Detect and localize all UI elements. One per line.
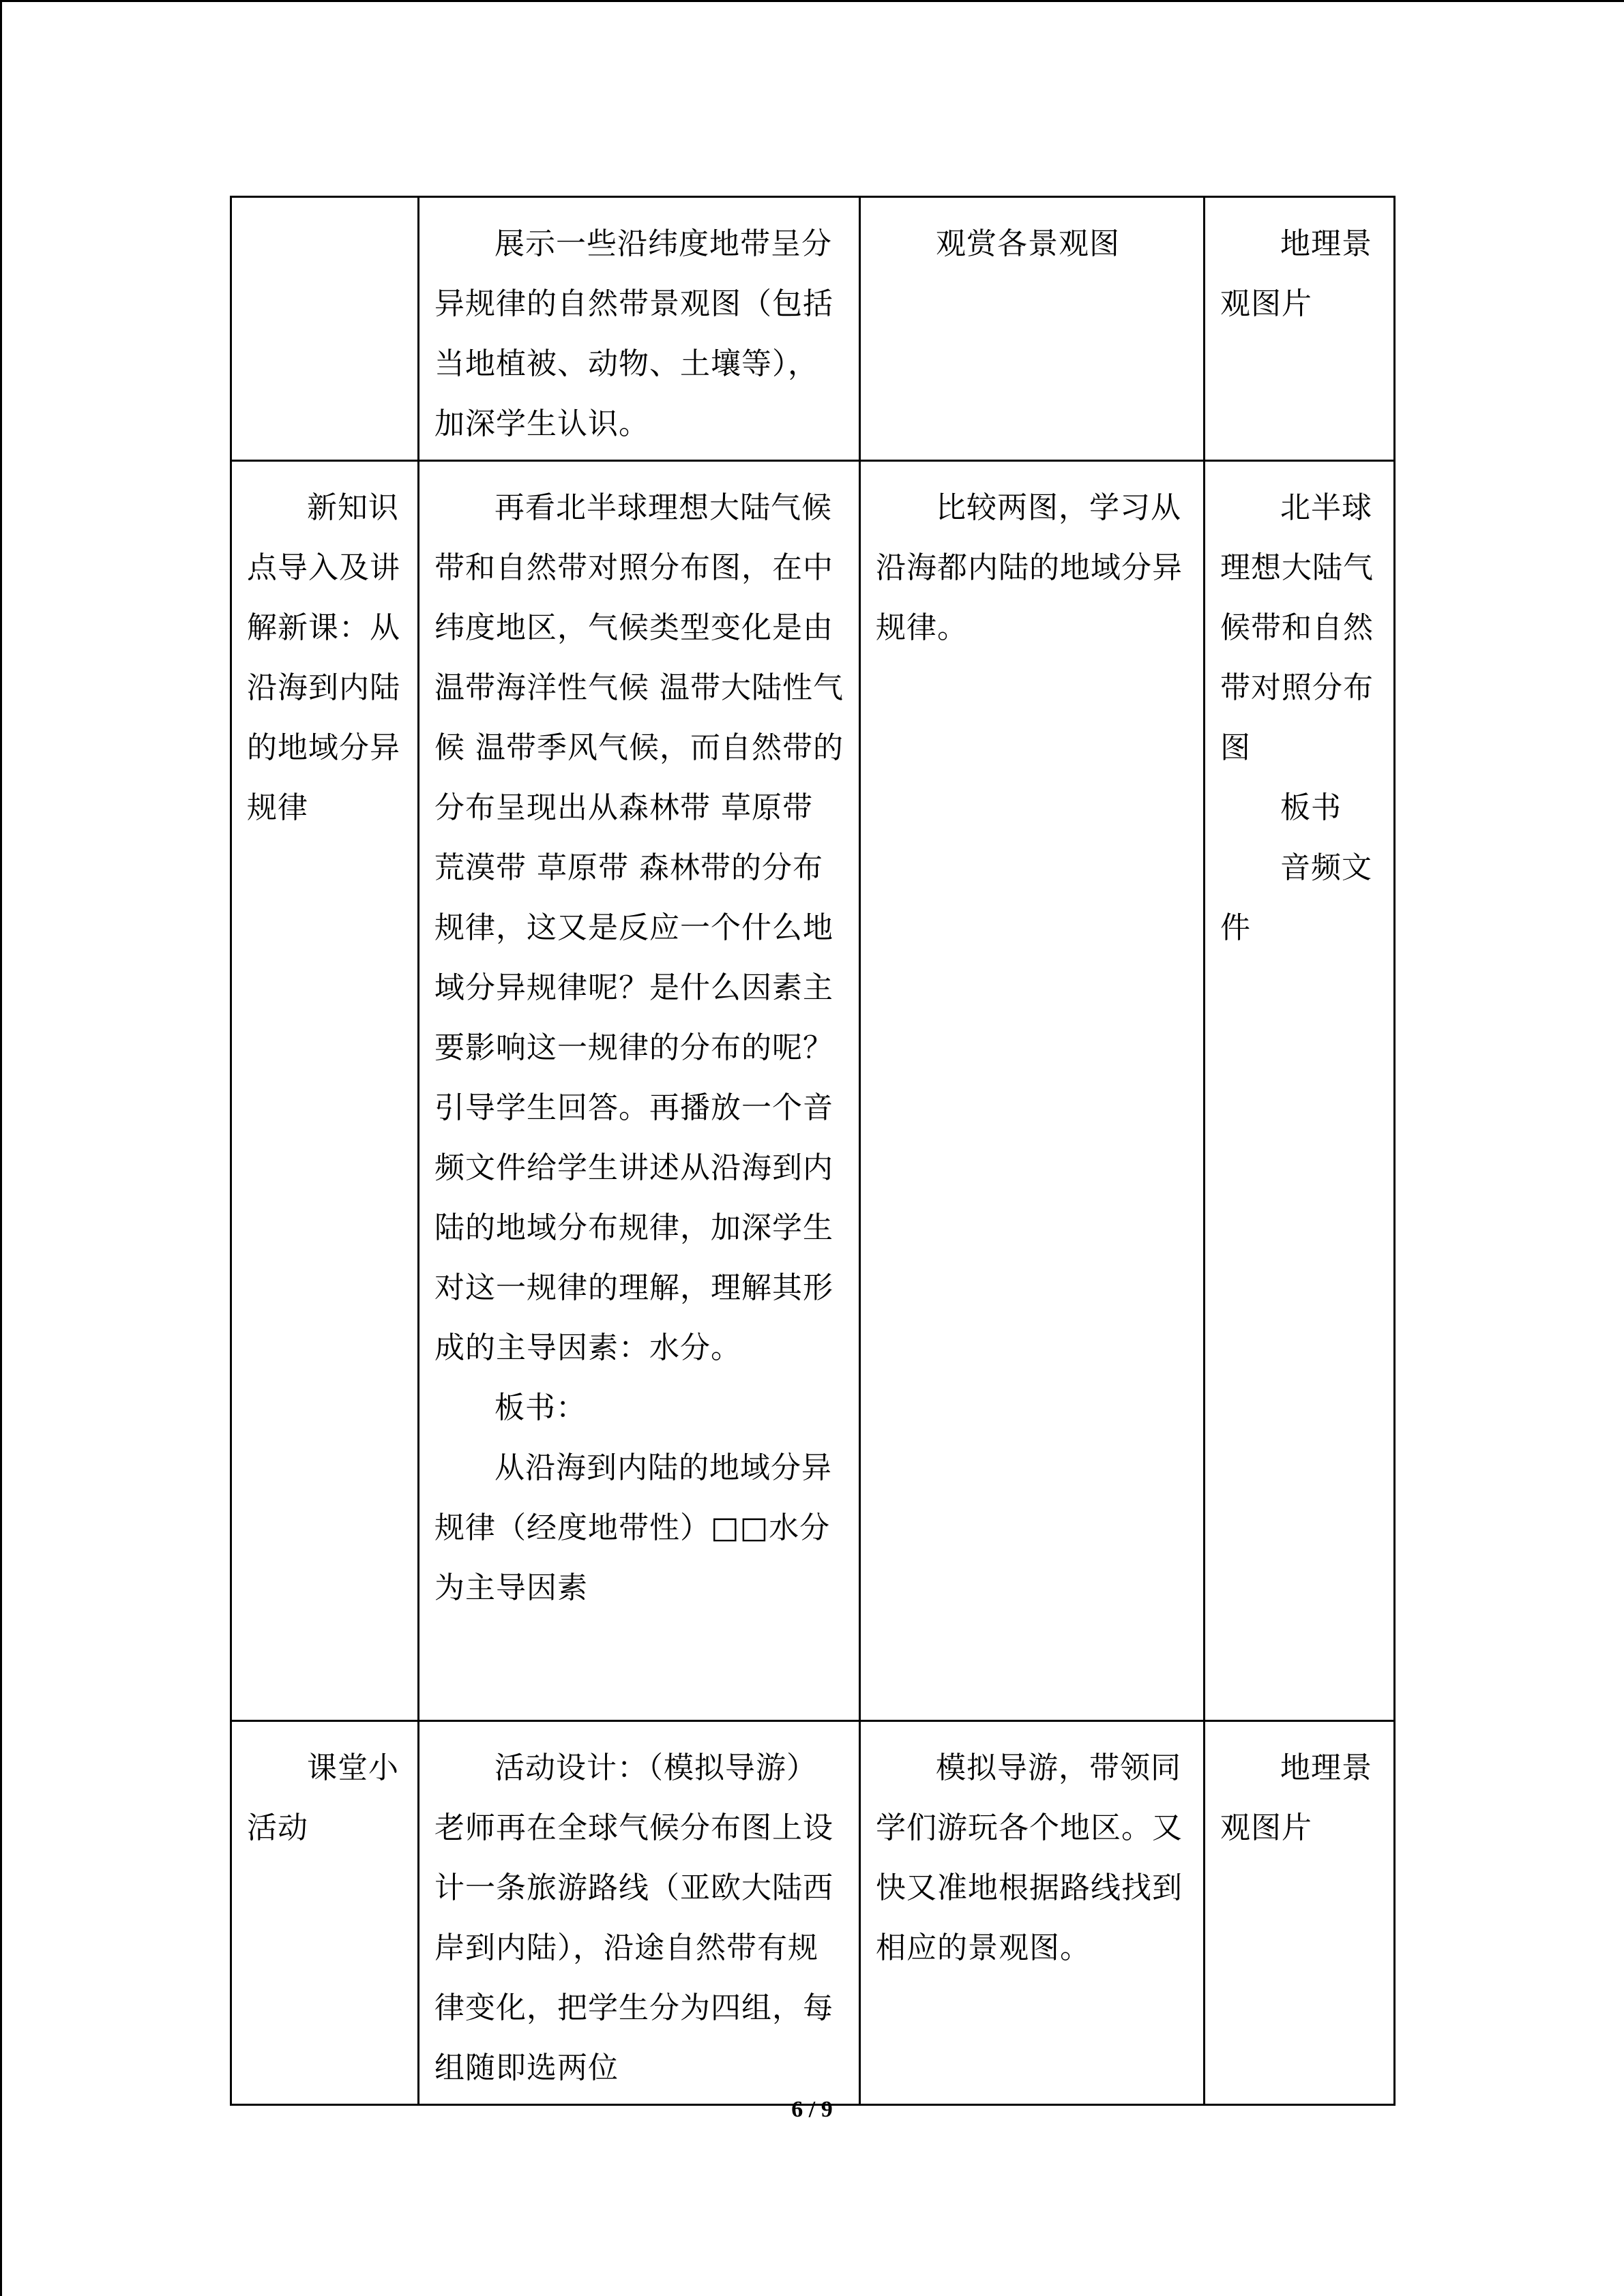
teacher-activity-text: 活动设计：（模拟导游）老师再在全球气候分布图上设计一条旅游路线（亚欧大陆西岸到内陆），沿途自然带有规律变化，把学生分为四组，每组随即选两位	[434, 1750, 833, 2085]
teacher-activity-cell	[419, 197, 860, 461]
row-label: 课堂小活动	[247, 1750, 399, 1845]
teacher-activity-cell	[419, 461, 860, 1721]
row-label: 新知识点导入及讲解新课：从沿海到内陆的地域分异规律	[247, 490, 400, 825]
row-label	[231, 197, 419, 461]
table-row	[231, 1721, 1395, 2105]
student-activity-text: 比较两图，学习从沿海都内陆的地域分异规律。	[876, 490, 1183, 645]
media-cell: 地理景观图片	[1205, 197, 1395, 461]
lesson-plan-table	[230, 196, 1396, 2106]
student-activity-cell	[860, 461, 1205, 1721]
teacher-activity-text: 展示一些沿纬度地带呈分异规律的自然带景观图（包括当地植被、动物、土壤等），加深学生认识。	[434, 226, 833, 441]
student-activity-text: 观赏各景观图	[936, 226, 1120, 261]
media-item: 音频文件	[1220, 850, 1372, 945]
student-activity-text: 模拟导游，带领同学们游玩各个地区。又快又准地根据路线找到相应的景观图。	[876, 1750, 1183, 1965]
student-activity-cell	[860, 197, 1205, 461]
media-cell	[1205, 461, 1395, 1721]
teacher-activity-text: 再看北半球理想大陆气候带和自然带对照分布图，在中纬度地区，气候类型变化是由温带海洋性气候 温带大陆性气候 温带季风气候，而自然带的分布呈现出从森林带 草原带 荒漠带 草原带 森林带的分布规律，这又是反应一个什么地域分异规律呢？是什么因素主要影响这一规律的分布的呢？引导学生回答。再播放一个音频文件给学生讲述从沿海到内陆的地域分布规律，加深学生对这一规律的理解，理解其形成的主导因素：水分。	[434, 490, 844, 1365]
page-left-border	[0, 0, 2, 2296]
blackboard-heading: 板书：	[494, 1390, 587, 1425]
teacher-activity-cell	[419, 1721, 860, 2105]
media-item: 北半球理想大陆气候带和自然带对照分布图	[1220, 490, 1374, 765]
media-item: 板书	[1280, 790, 1342, 825]
page-number: 6 / 9	[791, 2097, 833, 2122]
table-row	[231, 197, 1395, 461]
media-cell: 地理景观图片	[1205, 1721, 1395, 2105]
table-row	[231, 461, 1395, 1721]
student-activity-cell	[860, 1721, 1205, 2105]
blackboard-content: 从沿海到内陆的地域分异规律（经度地带性）□□水分为主导因素	[434, 1450, 832, 1605]
row-label-cell	[231, 461, 419, 1721]
row-label-cell	[231, 1721, 419, 2105]
page-top-border	[0, 0, 1624, 2]
